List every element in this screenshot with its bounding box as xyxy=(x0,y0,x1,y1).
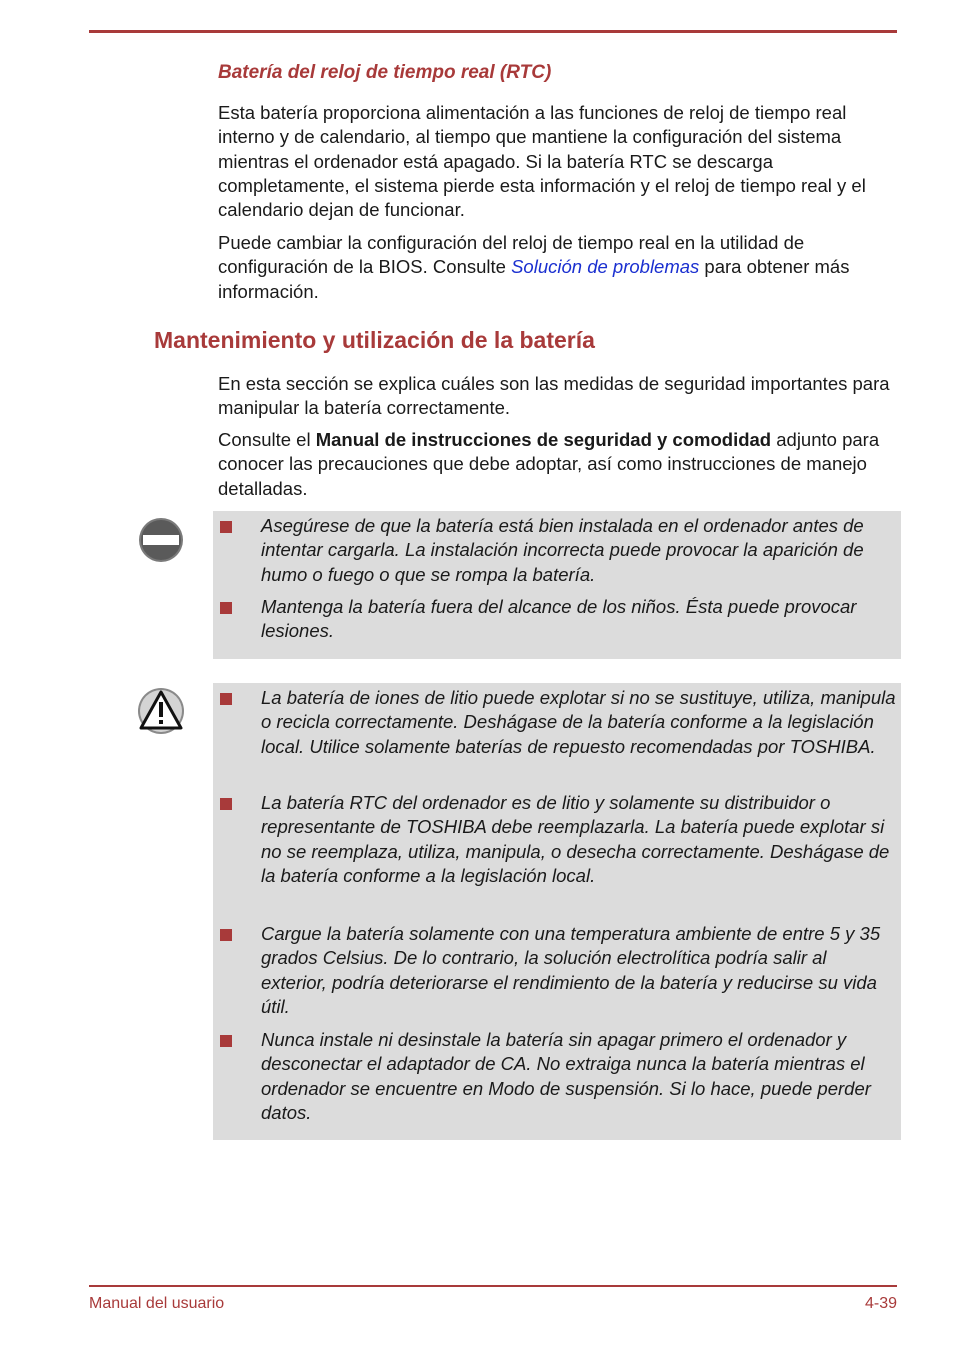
section-paragraph-2 xyxy=(218,428,898,501)
troubleshooting-link[interactable]: Solución de problemas xyxy=(511,256,700,278)
bullet-marker xyxy=(220,693,232,705)
footer-manual-title: Manual del usuario xyxy=(89,1295,225,1312)
rtc-paragraph-2 xyxy=(218,231,898,304)
caution-item-1: Asegúrese de que la batería está bien instalada en el ordenador antes de intentar cargarla. La instalación incorrecta puede provocar la aparición de humo o fuego o que se rompa la batería. xyxy=(261,515,864,585)
bullet-marker xyxy=(220,521,232,533)
section-paragraph-2-tail: adjunto para conocer las precauciones que debe adoptar, así como instrucciones de manejo detalladas. xyxy=(218,429,880,499)
section-paragraph-2-text: Consulte el xyxy=(218,429,316,450)
warning-item-4: Nunca instale ni desinstale la batería sin apagar primero el ordenador y desconectar el adaptador de CA. No extraiga nunca la batería mientras el ordenador se encuentre en Modo de suspensión. Si lo hace, puede perder datos. xyxy=(261,1029,871,1123)
warning-item-2: La batería RTC del ordenador es de litio y solamente su distribuidor o representante de TOSHIBA debe reemplazarla. La batería puede explotar si no se reemplaza, utiliza, manipula, o desecha correctamente. Deshágase de la batería conforme a la legislación local. xyxy=(261,792,890,886)
safety-manual-title: Manual de instrucciones de seguridad y comodidad xyxy=(315,429,772,450)
bullet-marker xyxy=(220,798,232,810)
warning-item-3: Cargue la batería solamente con una temperatura ambiente de entre 5 y 35 grados Celsius. De lo contrario, la solución electrolítica podría salir al exterior, podría deteriorarse el rendimiento de la batería y reducirse su vida útil. xyxy=(261,923,881,1017)
page-number: 4-39 xyxy=(864,1295,897,1312)
rtc-paragraph-1: Esta batería proporciona alimentación a las funciones de reloj de tiempo real interno y de calendario, al tiempo que mantiene la configuración del sistema mientras el ordenador está apagado. Si la batería RTC se descarga completamente, el sistema pierde esta información y el reloj de tiempo real y el calendario dejan de funcionar. xyxy=(218,102,866,221)
rtc-paragraph-2-text: Puede cambiar la configuración del reloj de tiempo real en la utilidad de configuración de la BIOS. Consulte xyxy=(218,232,805,278)
section-title: Mantenimiento y utilización de la batería xyxy=(154,327,595,353)
warning-item-1: La batería de iones de litio puede explotar si no se sustituye, utiliza, manipula o recicla correctamente. Deshágase de la batería conforme a la legislación local. Utilice solamente baterías de repuesto recomendadas por TOSHIBA. xyxy=(261,687,896,757)
warning-box xyxy=(213,683,901,1140)
caution-box xyxy=(213,511,901,659)
header-rule xyxy=(89,30,897,33)
bullet-marker xyxy=(220,602,232,614)
caution-item-2: Mantenga la batería fuera del alcance de los niños. Ésta puede provocar lesiones. xyxy=(261,596,857,642)
rtc-subheading: Batería del reloj de tiempo real (RTC) xyxy=(218,62,552,83)
rtc-paragraph-2-tail: para obtener más información. xyxy=(218,256,850,302)
warning-triangle-icon xyxy=(136,686,186,736)
section-paragraph-1: En esta sección se explica cuáles son las medidas de seguridad importantes para manipular la batería correctamente. xyxy=(218,373,890,419)
bullet-marker xyxy=(220,1035,232,1047)
prohibition-icon xyxy=(137,516,185,564)
footer-rule xyxy=(89,1285,897,1287)
bullet-marker xyxy=(220,929,232,941)
